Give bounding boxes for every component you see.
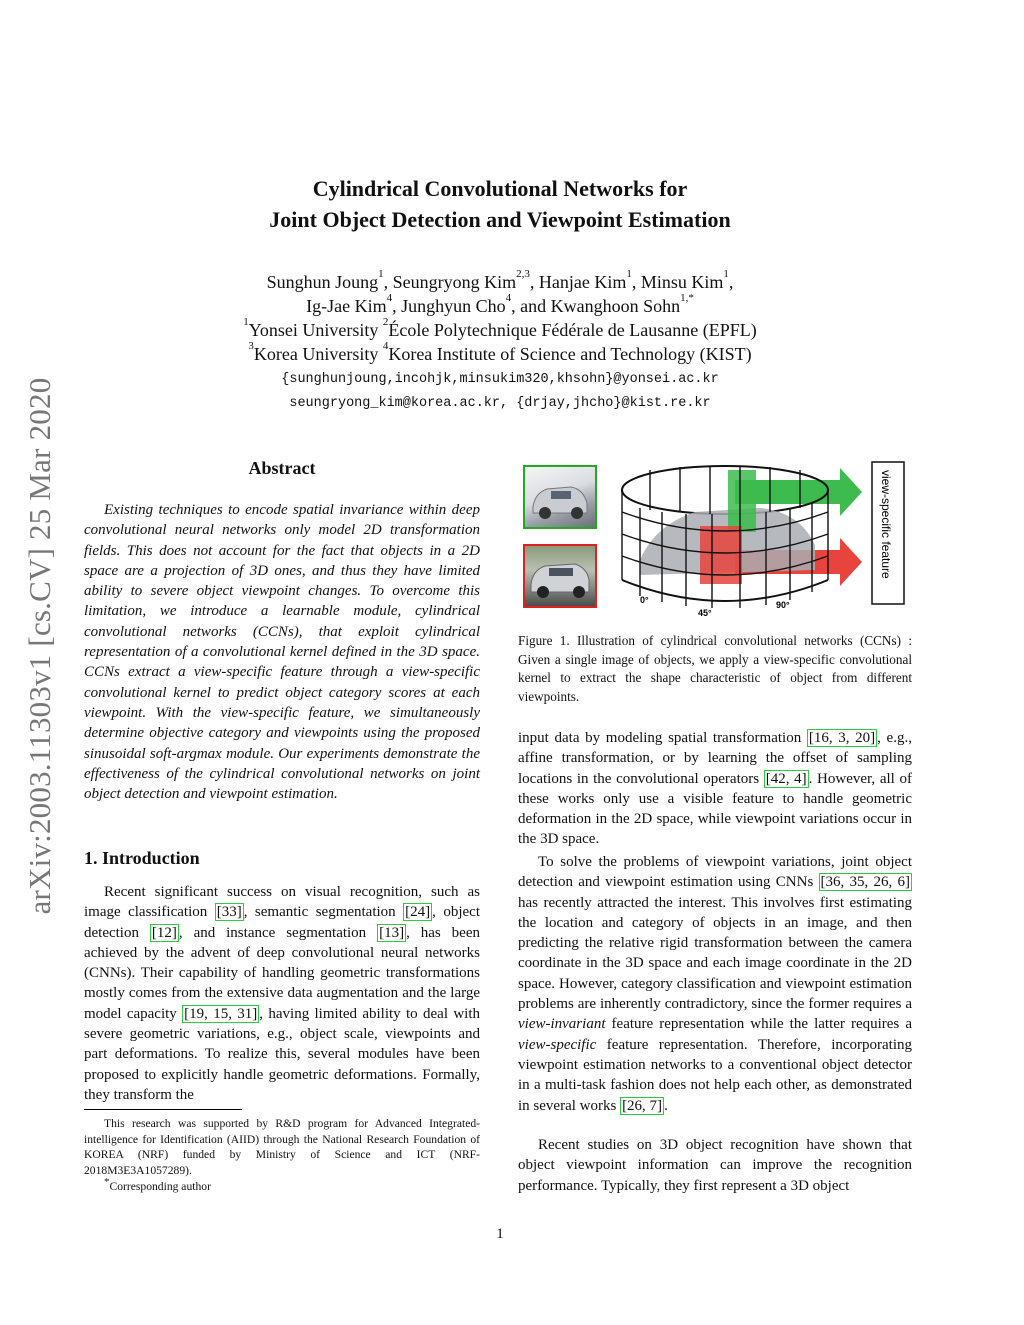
citation-link[interactable]: [13] — [379, 924, 405, 941]
right-paragraph-2: To solve the problems of viewpoint variations, joint object detection and viewpoint estimation using CNNs [36, 35, 26, 6] has recently attracted the interest. This involves first estimating the location and category of objects in an image, and then predicting the relative rigid transformation between the camera coordinate in the 3D space and each image coordinate in the 2D space. However, category classification and viewpoint estimation problems are inherently contradictory, since the former requires a view-invariant feature representation while the latter requires a view-specific feature representation. Therefore, incorporating viewpoint estimation networks to a conventional object detector in a multi-task fashion does not help each other, as demonstrated in several works [26, 7] . — [518, 854, 912, 1114]
intro-heading: 1. Introduction — [84, 848, 200, 868]
citation-link[interactable]: [12] — [151, 924, 177, 941]
arxiv-stamp — [16, 346, 56, 946]
citation-link[interactable]: [26, 7] — [622, 1097, 663, 1114]
footnote-corresponding: *Corresponding author — [104, 1176, 211, 1193]
citation-link[interactable]: [19, 15, 31] — [184, 1005, 258, 1022]
arxiv-stamp-text: arXiv:2003.11303v1 [cs.CV] 25 Mar 2020 — [22, 377, 57, 915]
citation-link[interactable]: [16, 3, 20] — [808, 730, 876, 746]
paper-title-line1: Cylindrical Convolutional Networks for — [312, 176, 688, 201]
intro-paragraph: Recent significant success on visual recognition, such as image classification [33] , semantic segmentation [24] , object detection [12] , and instance segmentation [13] , has been achieved by the advent of deep convolutional neural networks (CNNs). Their capability of handling geometric transformations mostly comes from the extensive data augmentation and the large model capacity [19, 15, 31] , having limited ability to deal with severe geometric variations, e.g., object scale, viewpoints and part deformations. To realize this, several modules have been proposed to explicitly handle geometric deformations. Formally, they transform the — [84, 884, 481, 1103]
affiliation-line1: $^1$Yonsei University $^2$École Polytechnique Fédérale de Lausanne (EPFL) — [243, 316, 757, 340]
car-silhouette-icon — [525, 546, 595, 606]
abstract-heading: Abstract — [248, 458, 316, 478]
figure-caption: Figure 1. Illustration of cylindrical convolutional networks (CCNs) : Given a single image of objects, we apply a view-specific convolutional kernel to extract the shape characteristic of object from different viewpoints. — [518, 633, 912, 704]
right-paragraph-3: Recent studies on 3D object recognition have shown that object viewpoint information can improve the recognition performance. Typically, they first represent a 3D object — [518, 1137, 912, 1194]
angle-label-45: 45° — [698, 608, 712, 618]
author-line1: Sunghun Joung$^1$, Seungryong Kim$^{2,3}$, Hanjae Kim$^1$, Minsu Kim$^1$, — [266, 268, 734, 292]
author-line2: Ig-Jae Kim$^4$, Junghyun Cho$^4$, and Kwanghoon Sohn$^{1,*}$ — [306, 292, 694, 316]
angle-label-0: 0° — [640, 595, 649, 605]
abstract-text: Existing techniques to encode spatial invariance within deep convolutional neural networks only model 2D transformation fields. This does not account for the fact that objects in a 2D space are a projection of 3D ones, and thus they have limited ability to severe object viewpoint changes. To overcome this limitation, we introduce a learnable module, cylindrical convolutional networks (CCNs), that exploit cylindrical representation of a convolutional kernel defined in the 3D space. CCNs extract a view-specific feature through a view-specific convolutional kernel to predict object category scores at each viewpoint. With the view-specific feature, we simultaneously determine objective category and viewpoints using the proposed sinusoidal soft-argmax module. Our experiments demonstrate the effectiveness of the cylindrical convolutional networks on joint object detection and viewpoint estimation. — [84, 502, 480, 803]
page-number: 1 — [496, 1226, 504, 1242]
citation-link[interactable]: [24] — [405, 904, 431, 921]
affiliation-line2: $^3$Korea University $^4$Korea Institute of Science and Technology (KIST) — [248, 340, 752, 364]
citation-link[interactable]: [33] — [216, 904, 242, 921]
car-silhouette-icon — [525, 467, 595, 527]
angle-label-90: 90° — [776, 600, 790, 610]
footnote-rule — [84, 1109, 242, 1110]
green-cell — [728, 470, 756, 532]
email-line2: seungryong_kim@korea.ac.kr, {drjay,jhcho}@kist.re.kr — [289, 396, 711, 411]
right-paragraph-1: input data by modeling spatial transformation [16, 3, 20] , e.g., affine transformation, or by learning the offset of sampling locations in the convolutional operators [42, 4] . However, all of these works only use a visible feature to handle geometric deformation in the 2D space, while viewpoint variations occur in the 3D space. — [518, 730, 912, 848]
paper-title-line2: Joint Object Detection and Viewpoint Estimation — [269, 207, 731, 232]
cylinder-diagram — [600, 450, 910, 625]
feature-box-label: view-specific feature — [879, 470, 893, 579]
car-photo-2 — [523, 544, 597, 608]
footnote-funding: This research was supported by R&D program for Advanced Integrated-intelligence for Identification (AIID) through the National Research Foundation of KOREA (NRF) funded by Ministry of Science and ICT (NRF-2018M3E3A1057289). — [84, 1117, 480, 1177]
citation-link[interactable]: [36, 35, 26, 6] — [820, 874, 910, 891]
email-line1: {sunghunjoung,incohjk,minsukim320,khsohn}@yonsei.ac.kr — [281, 372, 719, 387]
citation-link[interactable]: [42, 4] — [765, 770, 807, 787]
car-photo-1 — [523, 465, 597, 529]
